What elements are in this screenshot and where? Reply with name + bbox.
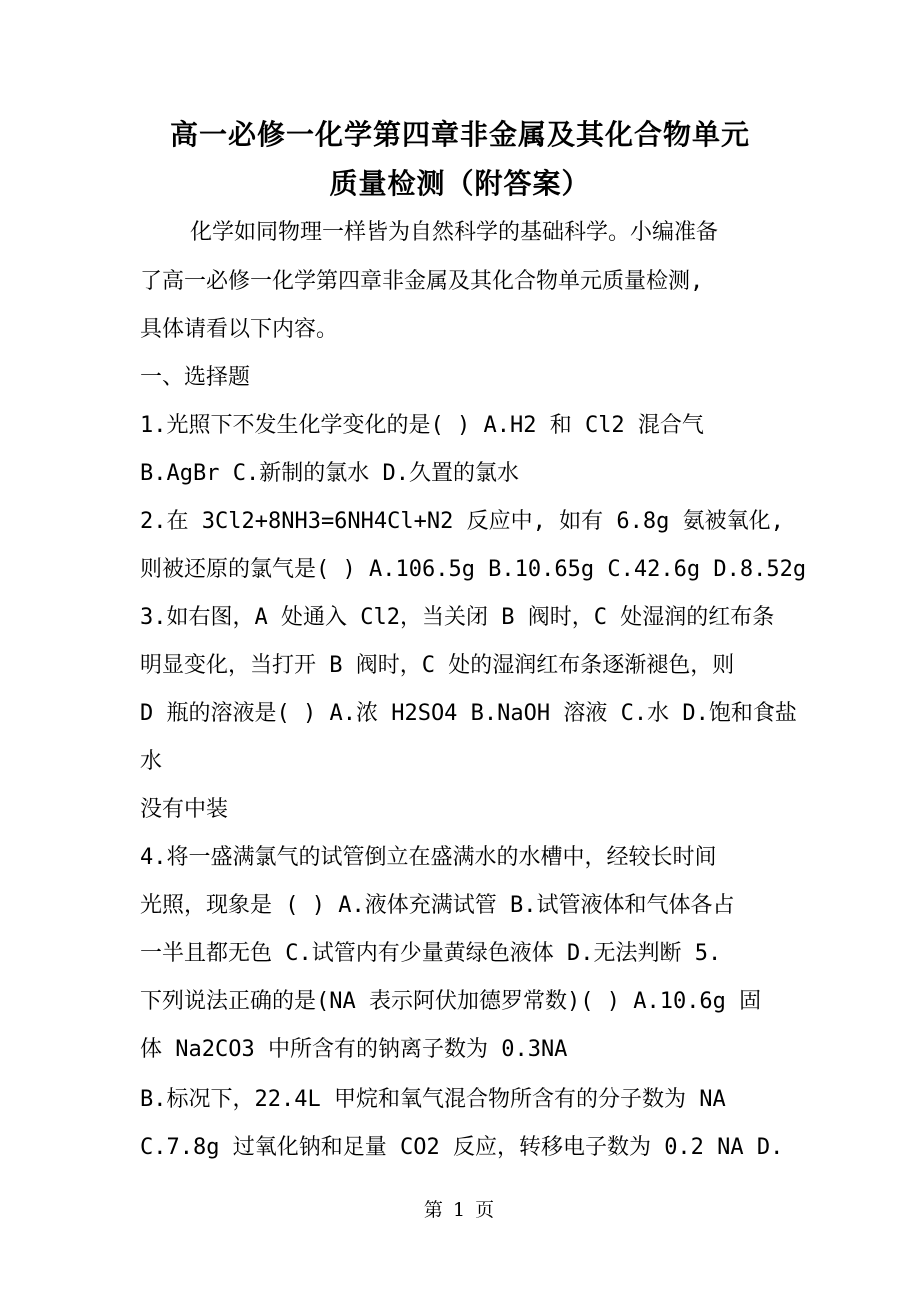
question-5-line-4: C.7.8g 过氧化钠和足量 CO2 反应，转移电子数为 0.2 NA D. <box>140 1135 784 1160</box>
intro-paragraph-line-3: 具体请看以下内容。 <box>140 317 339 342</box>
section-heading: 一、选择题 <box>140 365 251 390</box>
document-title-line-2: 质量检测（附答案） <box>329 167 591 200</box>
question-3-line-3: D 瓶的溶液是( ) A.浓 H2SO4 B.NaOH 溶液 C.水 D.饱和食盐 <box>140 701 797 726</box>
question-4-line-1: 4.将一盛满氯气的试管倒立在盛满水的水槽中，经较长时间 <box>140 845 717 870</box>
text-line-note: 没有中装 <box>140 797 229 822</box>
question-2-line-2: 则被还原的氯气是( ) A.106.5g B.10.65g C.42.6g D.8.52g <box>140 557 807 582</box>
question-5-line-3: B.标况下，22.4L 甲烷和氧气混合物所含有的分子数为 NA <box>140 1087 726 1112</box>
question-1-line-2: B.AgBr C.新制的氯水 D.久置的氯水 <box>140 461 519 486</box>
question-1-line-1: 1.光照下不发生化学变化的是( ) A.H2 和 Cl2 混合气 <box>140 413 704 438</box>
question-4-line-3: 一半且都无色 C.试管内有少量黄绿色液体 D.无法判断 5. <box>140 941 722 966</box>
question-3-line-2: 明显变化，当打开 B 阀时，C 处的湿润红布条逐渐褪色，则 <box>140 653 735 678</box>
question-3-line-1: 3.如右图，A 处通入 Cl2，当关闭 B 阀时，C 处湿润的红布条 <box>140 605 775 630</box>
intro-paragraph-line-2: 了高一必修一化学第四章非金属及其化合物单元质量检测, <box>140 269 704 294</box>
question-3-line-4: 水 <box>140 749 163 774</box>
question-5-line-1: 下列说法正确的是(NA 表示阿伏加德罗常数)( ) A.10.6g 固 <box>140 989 762 1014</box>
intro-paragraph-line-1: 化学如同物理一样皆为自然科学的基础科学。小编准备 <box>190 220 719 245</box>
document-title-line-1: 高一必修一化学第四章非金属及其化合物单元 <box>169 118 750 151</box>
question-5-line-2: 体 Na2CO3 中所含有的钠离子数为 0.3NA <box>140 1037 568 1062</box>
question-2-line-1: 2.在 3Cl2+8NH3=6NH4Cl+N2 反应中, 如有 6.8g 氨被氧化, <box>140 509 784 534</box>
page-number: 第 1 页 <box>423 1199 497 1221</box>
question-4-line-2: 光照，现象是 ( ) A.液体充满试管 B.试管液体和气体各占 <box>140 893 735 918</box>
